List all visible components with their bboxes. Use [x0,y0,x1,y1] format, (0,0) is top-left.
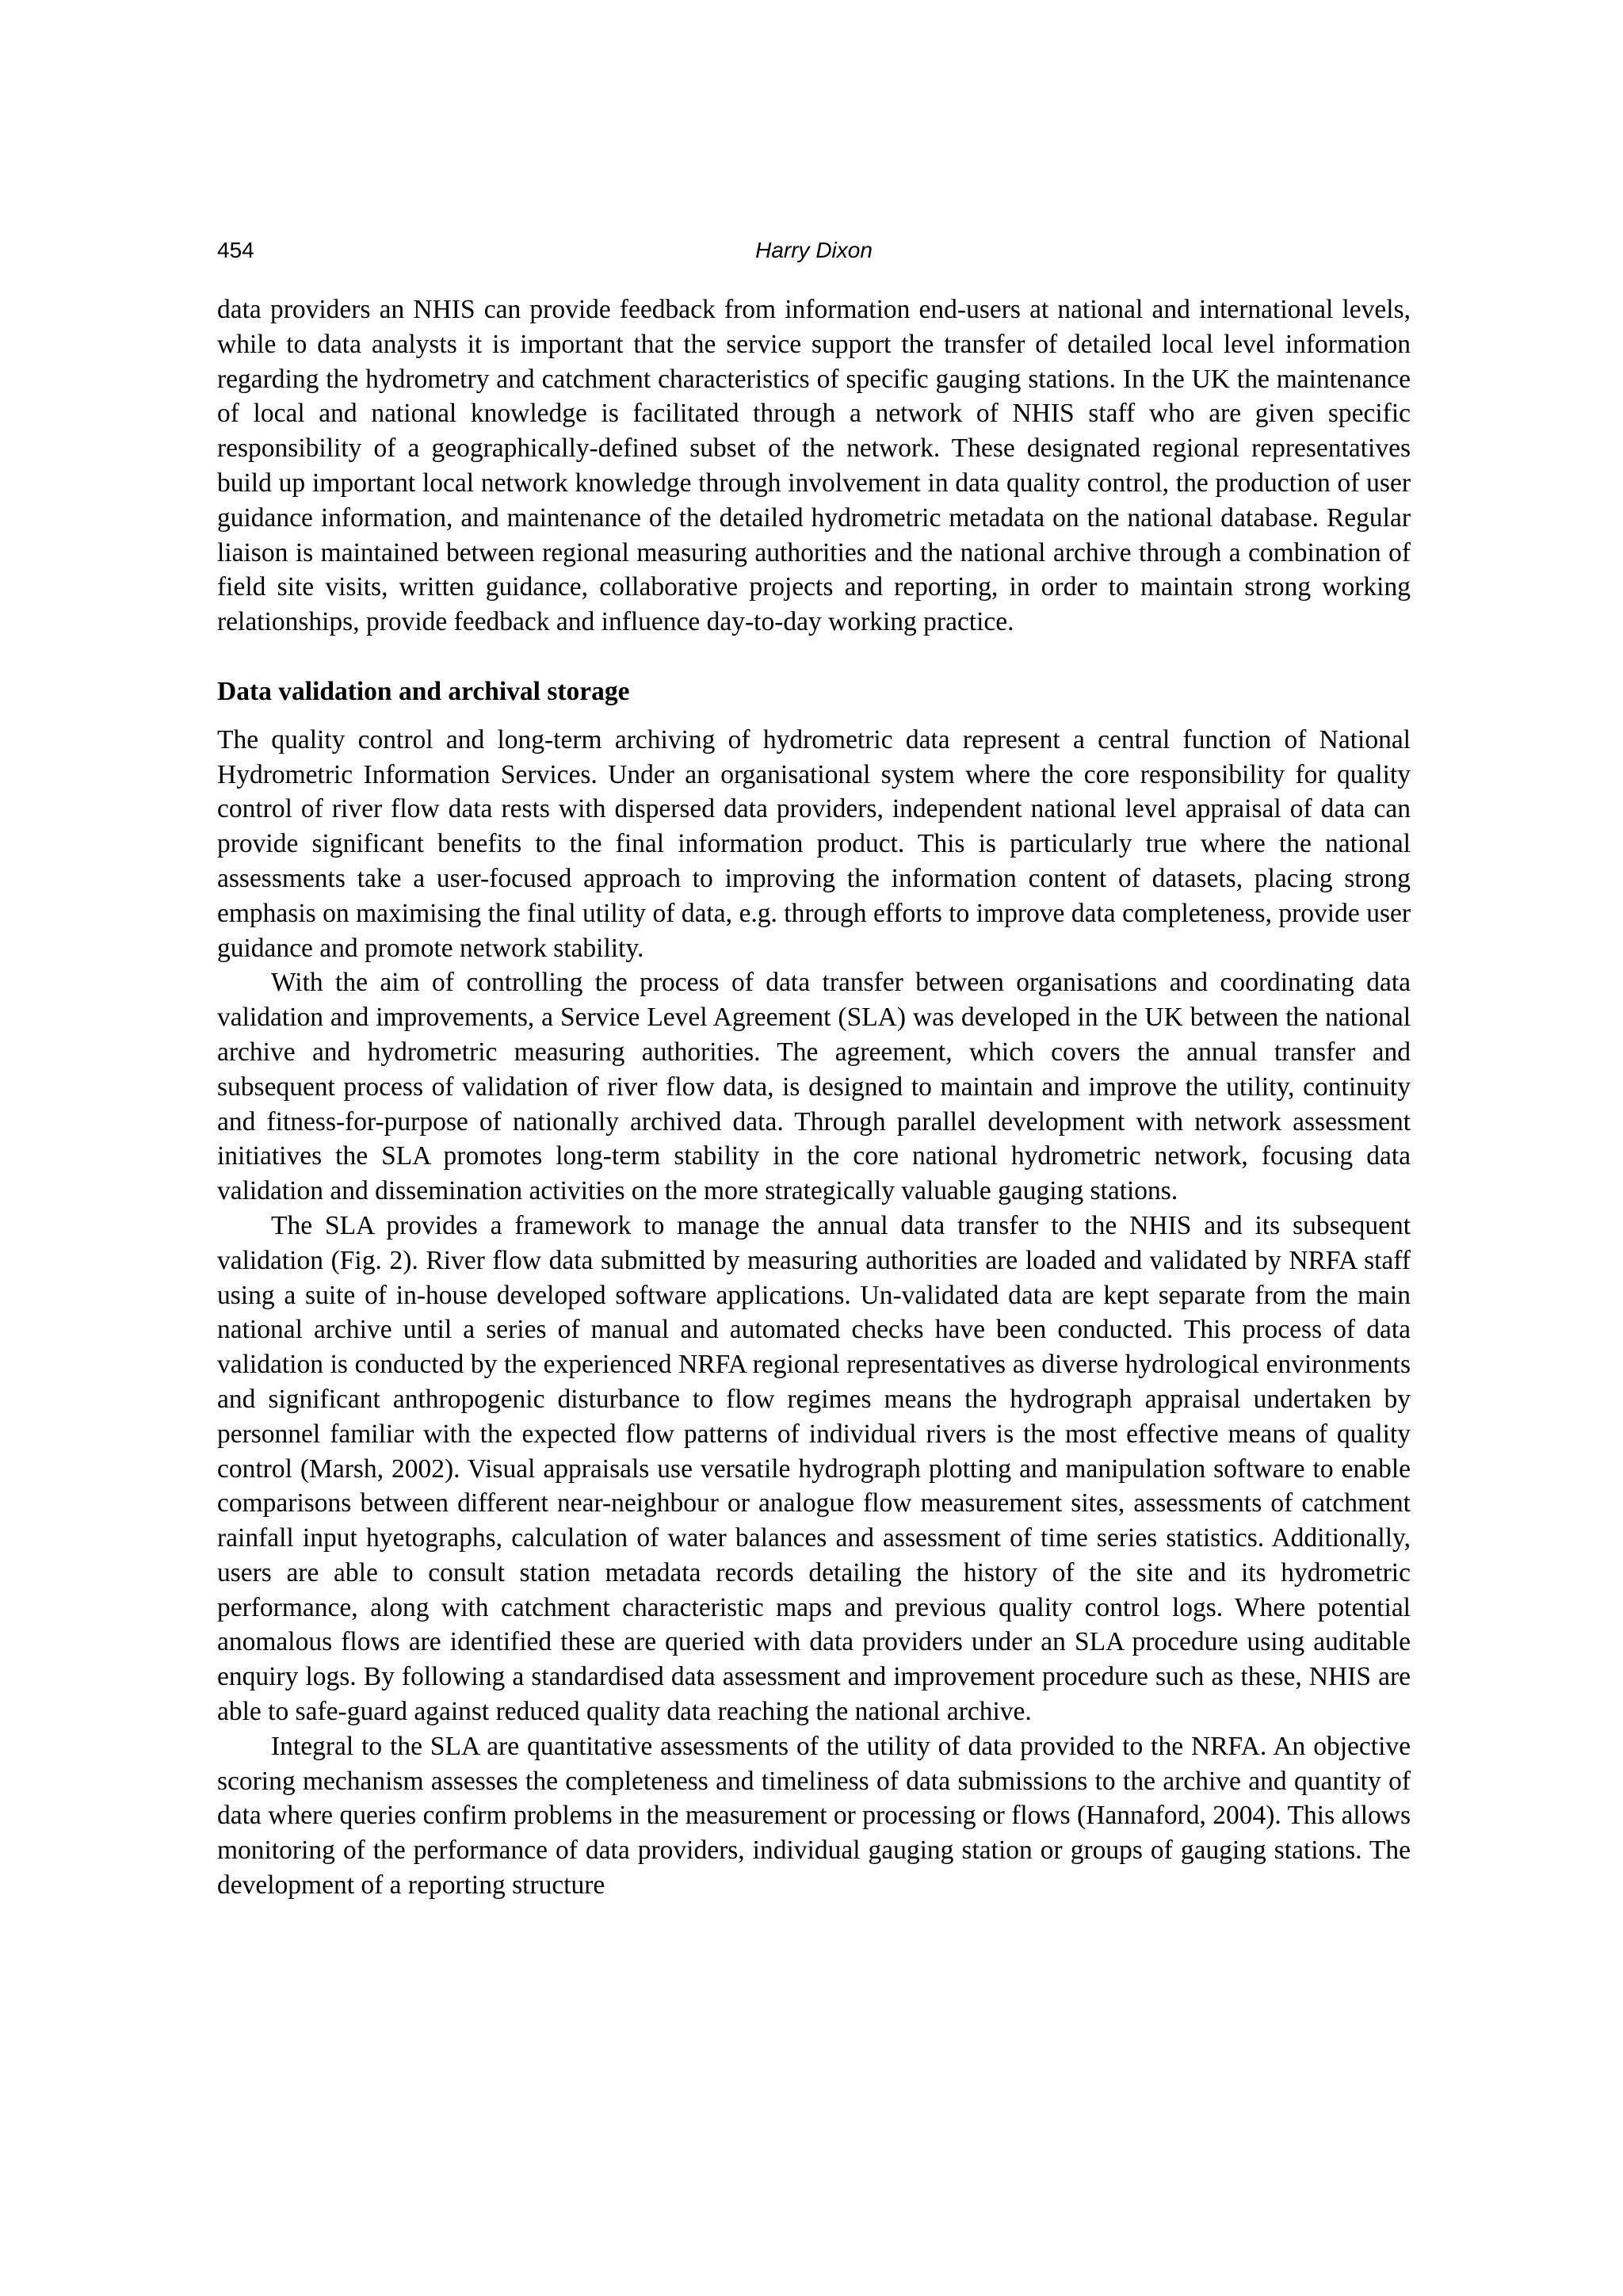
page-header [217,235,1411,266]
running-head-author: Harry Dixon [755,238,873,262]
body-text [217,292,1411,1903]
paragraph-quality-control: The quality control and long-term archiving of hydrometric data represent a central function of National Hydrometric Information Services. Under an organisational system where the core responsibility for quality control of river flow data rests with dispersed data providers, independent national level appraisal of data can provide significant benefits to the final information product. This is particularly true where the national assessments take a user-focused approach to improving the information content of datasets, placing strong emphasis on maximising the final utility of data, e.g. through efforts to improve data completeness, provide user guidance and promote network stability. [217,724,1411,963]
paragraph-service-level-agreement: With the aim of controlling the process of data transfer between organisations and coordinating data validation and improvements, a Service Level Agreement (SLA) was developed in the UK between the national archive and hydrometric measuring authorities. The agreement, which covers the annual transfer and subsequent process of validation of river flow data, is designed to maintain and improve the utility, continuity and fitness-for-purpose of nationally archived data. Through parallel development with network assessment initiatives the SLA promotes long-term stability in the core national hydrometric network, focusing data validation and dissemination activities on the more strategically valuable gauging stations. [217,968,1411,1206]
intro-paragraph: data providers an NHIS can provide feedback from information end-users at national and international levels, while to data analysts it is important that the service support the transfer of detailed local level information regarding the hydrometry and catchment characteristics of specific gauging stations. In the UK the maintenance of local and national knowledge is facilitated through a network of NHIS staff who are given specific responsibility of a geographically-defined subset of the network. These designated regional representatives build up important local network knowledge through involvement in data quality control, the production of user guidance information, and maintenance of the detailed hydrometric metadata on the national database. Regular liaison is maintained between regional measuring authorities and the national archive through a combination of field site visits, written guidance, collaborative projects and reporting, in order to maintain strong working relationships, provide feedback and influence day-to-day working practice. [217,295,1411,637]
paragraph-quantitative-assessment: Integral to the SLA are quantitative assessments of the utility of data provided to the NRFA. An objective scoring mechanism assesses the completeness and timeliness of data submissions to the archive and quantity of data where queries confirm problems in the measurement or processing or flows (Hannaford, 2004). This allows monitoring of the performance of data providers, individual gauging station or groups of gauging stations. The development of a reporting structure [217,1731,1411,1901]
paragraph-sla-framework: The SLA provides a framework to manage the annual data transfer to the NHIS and its subsequent validation (Fig. 2). River flow data submitted by measuring authorities are loaded and validated by NRFA staff using a suite of in-house developed software applications. Un-validated data are kept separate from the main national archive until a series of manual and automated checks have been conducted. This process of data validation is conducted by the experienced NRFA regional representatives as diverse hydrological environments and significant anthropogenic disturbance to flow regimes means the hydrograph appraisal undertaken by personnel familiar with the expected flow patterns of individual rivers is the most effective means of quality control (Marsh, 2002). Visual appraisals use versatile hydrograph plotting and manipulation software to enable comparisons between different near-neighbour or analogue flow measurement sites, assessments of catchment rainfall input hyetographs, calculation of water balances and assessment of time series statistics. Additionally, users are able to consult station metadata records detailing the history of the site and its hydrometric performance, along with catchment characteristic maps and previous quality control logs. Where potential anomalous flows are identified these are queried with data providers under an SLA procedure using auditable enquiry logs. By following a standardised data assessment and improvement procedure such as these, NHIS are able to safe-guard against reduced quality data reaching the national archive. [217,1210,1411,1727]
section-heading: Data validation and archival storage [217,676,630,706]
page-number: 454 [217,238,254,262]
